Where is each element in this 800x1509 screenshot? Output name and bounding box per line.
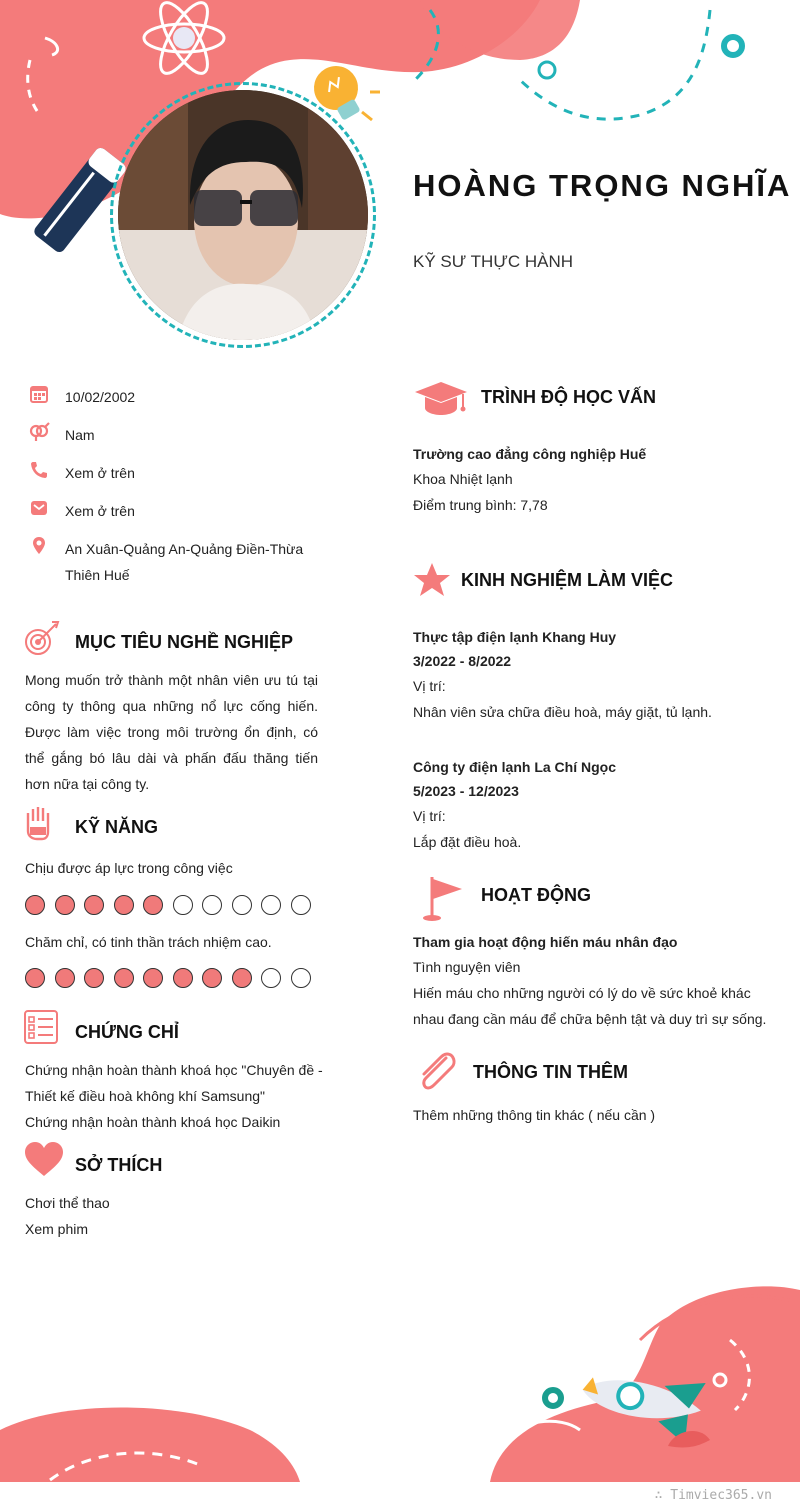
extra-text: Thêm những thông tin khác ( nếu cần ) xyxy=(413,1107,656,1123)
fist-icon xyxy=(20,803,60,843)
calendar-icon xyxy=(28,384,50,404)
flag-icon xyxy=(418,873,464,921)
rating-dot-filled xyxy=(25,968,45,988)
phone-icon xyxy=(28,460,50,480)
job-position-label: Vị trí: xyxy=(413,678,446,694)
experience-title: KINH NGHIỆM LÀM VIỆC xyxy=(461,570,674,590)
education-faculty: Khoa Nhiệt lạnh xyxy=(413,471,513,487)
contact-birthday-text: 10/02/2002 xyxy=(65,389,136,405)
certificate-line: Chứng nhận hoàn thành khoá học "Chuyên đề - xyxy=(25,1062,323,1078)
skill-rating xyxy=(25,968,311,988)
rating-dot-empty xyxy=(291,968,311,988)
job-period: 3/2022 - 8/2022 xyxy=(413,653,512,669)
job-position: Lắp đặt điều hoà. xyxy=(413,834,522,850)
skills-title: KỸ NĂNG xyxy=(75,817,159,837)
education-title: TRÌNH ĐỘ HỌC VẤN xyxy=(481,387,656,407)
gender-icon xyxy=(28,422,50,442)
rating-dot-filled xyxy=(114,895,134,915)
paperclip-icon xyxy=(416,1050,460,1094)
candidate-role: KỸ SƯ THỰC HÀNH xyxy=(413,252,574,271)
bottom-decoration xyxy=(0,1280,800,1490)
activity-role: Tình nguyện viên xyxy=(413,959,521,975)
email-icon xyxy=(28,498,50,518)
job-position-label: Vị trí: xyxy=(413,808,446,824)
rating-dot-filled xyxy=(55,968,75,988)
contact-email-text: Xem ở trên xyxy=(65,503,135,519)
objective-text: Mong muốn trở thành một nhân viên ưu tú tại công ty thông qua những nổ lực cống hiến. Được làm việc trong môi trường ổn định, có thể gắng bó lâu dài và phấn đấu thăng tiến hơn nữa tại công ty. xyxy=(25,672,318,792)
activity-name: Tham gia hoạt động hiến máu nhân đạo xyxy=(413,934,678,950)
candidate-name: HOÀNG TRỌNG NGHĨA xyxy=(413,168,792,203)
certificate-line: Chứng nhận hoàn thành khoá học Daikin xyxy=(25,1114,281,1130)
hobby-item: Xem phim xyxy=(25,1221,89,1237)
objective-title: MỤC TIÊU NGHỀ NGHIỆP xyxy=(75,632,294,652)
graduation-cap-icon xyxy=(413,378,469,418)
target-icon xyxy=(22,620,62,660)
rating-dot-filled xyxy=(143,968,163,988)
rating-dot-filled xyxy=(114,968,134,988)
contact-address xyxy=(28,536,328,590)
contact-address-text: An Xuân-Quảng An-Quảng Điền-Thừa Thiên Huế xyxy=(65,541,304,583)
certificates-title: CHỨNG CHỈ xyxy=(75,1022,179,1042)
contact-phone-text: Xem ở trên xyxy=(65,465,135,481)
brand-watermark: ∴ Timviec365.vn xyxy=(654,1488,772,1503)
location-icon xyxy=(28,536,50,556)
rating-dot-filled xyxy=(25,895,45,915)
contact-gender xyxy=(28,422,328,448)
hobbies-title: SỞ THÍCH xyxy=(75,1155,163,1175)
job-company: Thực tập điện lạnh Khang Huy xyxy=(413,629,617,645)
contact-email xyxy=(28,498,328,524)
star-icon xyxy=(413,562,451,598)
extra-title: THÔNG TIN THÊM xyxy=(473,1062,628,1082)
job-period: 5/2023 - 12/2023 xyxy=(413,783,519,799)
rating-dot-filled xyxy=(55,895,75,915)
contact-phone xyxy=(28,460,328,486)
education-school: Trường cao đẳng công nghiệp Huế xyxy=(413,446,647,462)
job-position: Nhân viên sửa chữa điều hoà, máy giặt, tủ lạnh. xyxy=(413,704,712,720)
rating-dot-filled xyxy=(173,968,193,988)
rating-dot-filled xyxy=(84,968,104,988)
rating-dot-empty xyxy=(232,895,252,915)
education-gpa: Điểm trung bình: 7,78 xyxy=(413,497,548,513)
avatar-portrait xyxy=(118,90,368,340)
rating-dot-filled xyxy=(143,895,163,915)
rating-dot-empty xyxy=(261,968,281,988)
contact-birthday xyxy=(28,384,328,410)
contact-gender-text: Nam xyxy=(65,427,95,443)
rating-dot-empty xyxy=(173,895,193,915)
rating-dot-empty xyxy=(291,895,311,915)
rating-dot-filled xyxy=(84,895,104,915)
hobby-item: Chơi thể thao xyxy=(25,1195,110,1211)
rating-dot-empty xyxy=(202,895,222,915)
certificate-line: Thiết kế điều hoà không khí Samsung" xyxy=(25,1088,266,1104)
rating-dot-filled xyxy=(232,968,252,988)
checklist-icon xyxy=(22,1008,62,1048)
skill-label: Chịu được áp lực trong công việc xyxy=(25,860,233,876)
heart-icon xyxy=(24,1140,64,1180)
job-company: Công ty điện lạnh La Chí Ngọc xyxy=(413,759,616,775)
rating-dot-filled xyxy=(202,968,222,988)
skill-rating xyxy=(25,895,311,915)
avatar xyxy=(118,90,368,340)
activities-title: HOẠT ĐỘNG xyxy=(481,885,591,905)
activity-description: Hiến máu cho những người có lý do về sức khoẻ khác nhau đang cần máu để chữa bệnh tật và duy trì sự sống. xyxy=(413,985,767,1027)
skill-label: Chăm chỉ, có tinh thần trách nhiệm cao. xyxy=(25,934,272,950)
rating-dot-empty xyxy=(261,895,281,915)
